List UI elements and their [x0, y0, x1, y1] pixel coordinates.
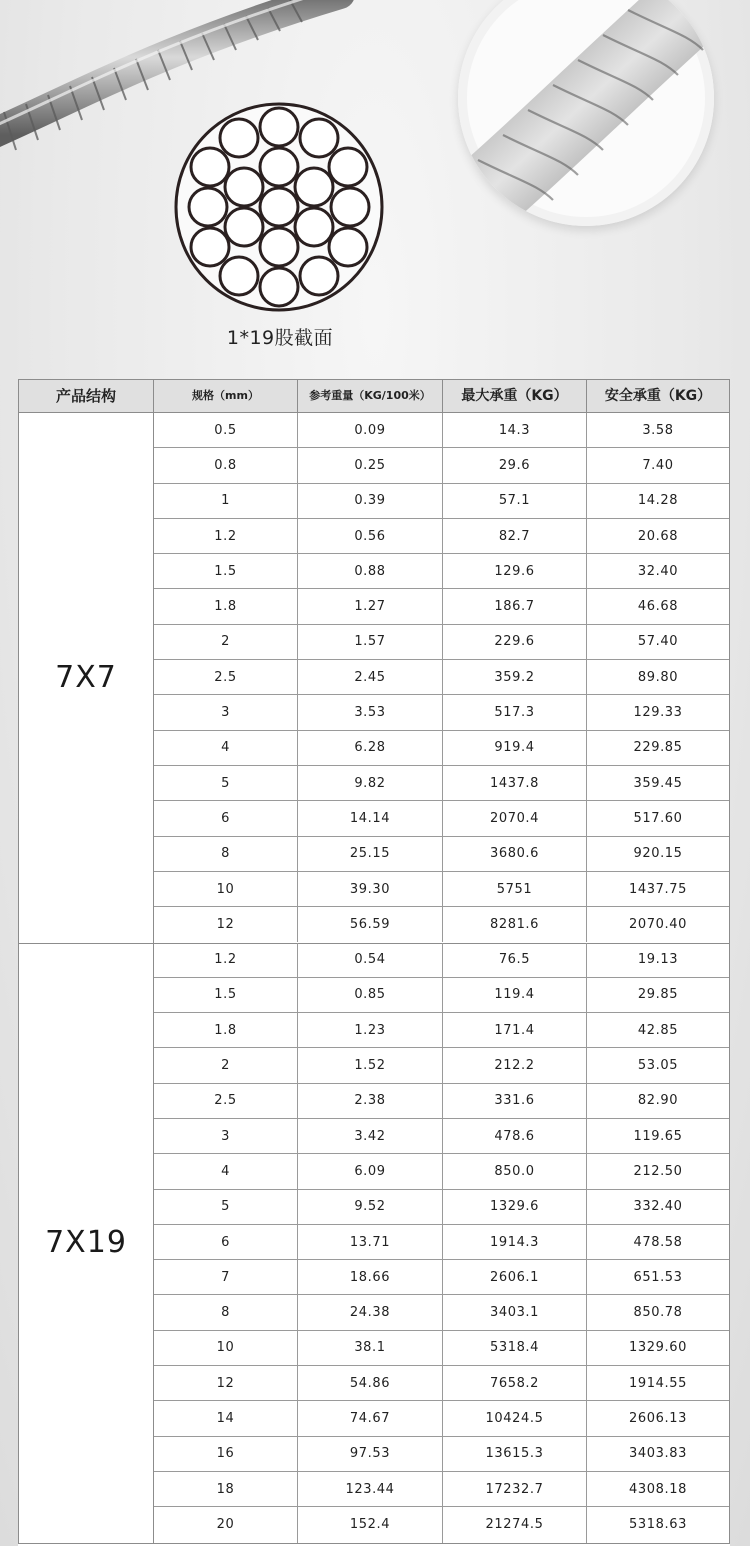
cell-spec: 3	[154, 695, 298, 729]
cell-safe-load: 517.60	[633, 810, 683, 826]
cell-spec: 16	[154, 1437, 298, 1471]
cell-weight: 0.88	[298, 554, 443, 588]
table-row	[154, 943, 729, 978]
cell-max-load: 517.3	[443, 695, 587, 729]
cell-weight: 9.52	[298, 1190, 443, 1224]
cell-spec: 1.5	[154, 554, 298, 588]
cell-spec: 1.8	[154, 1013, 298, 1047]
cell-weight: 6.09	[298, 1154, 443, 1188]
header-safe-load: 安全承重（KG）	[604, 388, 712, 404]
cell-max-load: 171.4	[443, 1013, 587, 1047]
cell-max-load: 229.6	[443, 625, 587, 659]
cell-safe-load: 19.13	[637, 952, 679, 968]
cell-spec: 3	[154, 1119, 298, 1153]
table-row	[154, 837, 729, 872]
table-row	[154, 1154, 729, 1189]
cell-max-load: 129.6	[443, 554, 587, 588]
table-row	[154, 978, 729, 1013]
table-row	[154, 1084, 729, 1119]
cell-weight: 97.53	[298, 1437, 443, 1471]
cell-max-load: 3403.1	[443, 1295, 587, 1329]
cell-spec: 1	[154, 484, 298, 518]
cell-safe-load: 29.85	[637, 987, 679, 1003]
cell-safe-load: 89.80	[637, 669, 679, 685]
cell-weight: 1.23	[298, 1013, 443, 1047]
table-row	[154, 695, 729, 730]
header-structure: 产品结构	[19, 380, 154, 412]
cell-spec: 1.5	[154, 978, 298, 1012]
cell-spec: 8	[154, 1295, 298, 1329]
cell-safe-load: 82.90	[637, 1093, 679, 1109]
cell-weight: 74.67	[298, 1401, 443, 1435]
table-row	[154, 1225, 729, 1260]
cell-safe-load: 1914.55	[629, 1375, 687, 1391]
cell-weight: 54.86	[298, 1366, 443, 1400]
table-row	[154, 413, 729, 448]
cell-spec: 2	[154, 1048, 298, 1082]
table-row	[154, 907, 729, 942]
rope-closeup-photo	[458, 0, 714, 226]
cell-spec: 12	[154, 1366, 298, 1400]
cell-max-load: 186.7	[443, 589, 587, 623]
cell-max-load: 29.6	[443, 448, 587, 482]
table-row	[154, 1331, 729, 1366]
cell-spec: 0.5	[154, 413, 298, 447]
cell-weight: 2.45	[298, 660, 443, 694]
cell-max-load: 212.2	[443, 1048, 587, 1082]
table-row	[154, 1013, 729, 1048]
cell-spec: 4	[154, 1154, 298, 1188]
group-rows	[154, 943, 729, 1543]
cell-spec: 2.5	[154, 1084, 298, 1118]
cell-max-load: 14.3	[443, 413, 587, 447]
cell-safe-load: 7.40	[642, 457, 674, 473]
cell-max-load: 119.4	[443, 978, 587, 1012]
cell-max-load: 5751	[443, 872, 587, 906]
cross-section-caption: 1*19股截面	[226, 327, 334, 349]
group-rows	[154, 413, 729, 942]
header-weight: 参考重量（KG/100米）	[298, 380, 443, 412]
table-row	[154, 660, 729, 695]
cell-safe-load: 14.28	[637, 493, 679, 509]
cell-max-load: 13615.3	[443, 1437, 587, 1471]
cell-safe-load: 3.58	[642, 422, 674, 438]
table-group	[18, 413, 730, 944]
cell-safe-load: 332.40	[633, 1199, 683, 1215]
cell-max-load: 919.4	[443, 731, 587, 765]
cell-spec: 5	[154, 766, 298, 800]
hero-banner	[0, 0, 750, 376]
table-row	[154, 519, 729, 554]
cell-weight: 13.71	[298, 1225, 443, 1259]
cell-spec: 5	[154, 1190, 298, 1224]
cell-safe-load: 359.45	[633, 775, 683, 791]
cross-section-diagram	[168, 96, 390, 318]
cell-weight: 0.56	[298, 519, 443, 553]
cell-weight: 14.14	[298, 801, 443, 835]
cell-safe-load: 212.50	[633, 1163, 683, 1179]
cell-safe-load: 5318.63	[629, 1517, 687, 1533]
cell-spec: 14	[154, 1401, 298, 1435]
table-row	[154, 1401, 729, 1436]
cell-weight: 39.30	[298, 872, 443, 906]
cell-weight: 6.28	[298, 731, 443, 765]
header-spec: 规格（mm）	[154, 380, 298, 412]
cell-safe-load: 651.53	[633, 1269, 683, 1285]
cell-spec: 1.2	[154, 519, 298, 553]
cell-weight: 18.66	[298, 1260, 443, 1294]
table-group	[18, 943, 730, 1544]
cell-max-load: 1329.6	[443, 1190, 587, 1224]
table-row	[154, 872, 729, 907]
cell-weight: 1.52	[298, 1048, 443, 1082]
cell-safe-load: 20.68	[637, 528, 679, 544]
cell-safe-load: 229.85	[633, 740, 683, 756]
cell-max-load: 8281.6	[443, 907, 587, 942]
table-header	[18, 379, 730, 413]
cell-safe-load: 478.58	[633, 1234, 683, 1250]
table-row	[154, 448, 729, 483]
cell-weight: 25.15	[298, 837, 443, 871]
cell-weight: 56.59	[298, 907, 443, 942]
cell-max-load: 82.7	[443, 519, 587, 553]
cell-spec: 0.8	[154, 448, 298, 482]
cell-max-load: 331.6	[443, 1084, 587, 1118]
cell-safe-load: 129.33	[633, 705, 683, 721]
cell-max-load: 10424.5	[443, 1401, 587, 1435]
cell-spec: 4	[154, 731, 298, 765]
table-row	[154, 1472, 729, 1507]
cell-max-load: 1437.8	[443, 766, 587, 800]
cell-spec: 7	[154, 1260, 298, 1294]
cell-max-load: 21274.5	[443, 1507, 587, 1542]
table-row	[154, 1437, 729, 1472]
cell-max-load: 3680.6	[443, 837, 587, 871]
table-row	[154, 1190, 729, 1225]
cell-max-load: 76.5	[443, 943, 587, 977]
cell-weight: 3.42	[298, 1119, 443, 1153]
table-row	[154, 554, 729, 589]
cell-safe-load: 46.68	[637, 599, 679, 615]
cell-spec: 1.8	[154, 589, 298, 623]
table-row	[154, 1119, 729, 1154]
cell-weight: 123.44	[298, 1472, 443, 1506]
cell-safe-load: 4308.18	[629, 1481, 687, 1497]
cell-safe-load: 53.05	[637, 1058, 679, 1074]
table-row	[154, 1366, 729, 1401]
group-label: 7X7	[19, 413, 154, 943]
group-label: 7X19	[19, 943, 154, 1543]
cell-spec: 6	[154, 1225, 298, 1259]
cell-safe-load: 920.15	[633, 846, 683, 862]
cell-weight: 0.25	[298, 448, 443, 482]
cell-max-load: 1914.3	[443, 1225, 587, 1259]
cell-max-load: 850.0	[443, 1154, 587, 1188]
header-max-load: 最大承重（KG）	[443, 380, 587, 412]
table-row	[154, 1295, 729, 1330]
cell-safe-load: 3403.83	[629, 1446, 687, 1462]
cell-safe-load: 57.40	[637, 634, 679, 650]
cell-spec: 2.5	[154, 660, 298, 694]
cell-spec: 12	[154, 907, 298, 942]
cell-max-load: 359.2	[443, 660, 587, 694]
cell-spec: 1.2	[154, 943, 298, 977]
cell-weight: 0.39	[298, 484, 443, 518]
table-row	[154, 731, 729, 766]
cell-weight: 2.38	[298, 1084, 443, 1118]
cell-weight: 1.57	[298, 625, 443, 659]
table-row	[154, 589, 729, 624]
cell-spec: 6	[154, 801, 298, 835]
cell-weight: 24.38	[298, 1295, 443, 1329]
cell-safe-load: 1437.75	[629, 881, 687, 897]
cell-max-load: 2070.4	[443, 801, 587, 835]
table-row	[154, 1260, 729, 1295]
cell-max-load: 7658.2	[443, 1366, 587, 1400]
cell-max-load: 57.1	[443, 484, 587, 518]
table-row	[154, 801, 729, 836]
cell-max-load: 17232.7	[443, 1472, 587, 1506]
cell-weight: 3.53	[298, 695, 443, 729]
cell-spec: 2	[154, 625, 298, 659]
cell-safe-load: 850.78	[633, 1305, 683, 1321]
table-row	[154, 484, 729, 519]
cell-weight: 38.1	[298, 1331, 443, 1365]
cell-weight: 0.09	[298, 413, 443, 447]
cell-weight: 0.54	[298, 943, 443, 977]
cell-weight: 152.4	[298, 1507, 443, 1542]
cell-weight: 1.27	[298, 589, 443, 623]
cell-safe-load: 2070.40	[629, 917, 687, 933]
cell-safe-load: 2606.13	[629, 1411, 687, 1426]
spec-table	[18, 379, 730, 1546]
cell-weight: 0.85	[298, 978, 443, 1012]
table-row	[154, 1507, 729, 1542]
cell-max-load: 5318.4	[443, 1331, 587, 1365]
cell-safe-load: 32.40	[637, 563, 679, 579]
cell-max-load: 478.6	[443, 1119, 587, 1153]
cell-safe-load: 1329.60	[629, 1340, 687, 1356]
cell-spec: 20	[154, 1507, 298, 1542]
cell-spec: 10	[154, 1331, 298, 1365]
cell-spec: 18	[154, 1472, 298, 1506]
cell-safe-load: 119.65	[633, 1128, 683, 1144]
table-row	[154, 625, 729, 660]
table-row	[154, 1048, 729, 1083]
cell-max-load: 2606.1	[443, 1260, 587, 1294]
cell-spec: 10	[154, 872, 298, 906]
cell-safe-load: 42.85	[637, 1022, 679, 1038]
cell-weight: 9.82	[298, 766, 443, 800]
table-row	[154, 766, 729, 801]
cell-spec: 8	[154, 837, 298, 871]
